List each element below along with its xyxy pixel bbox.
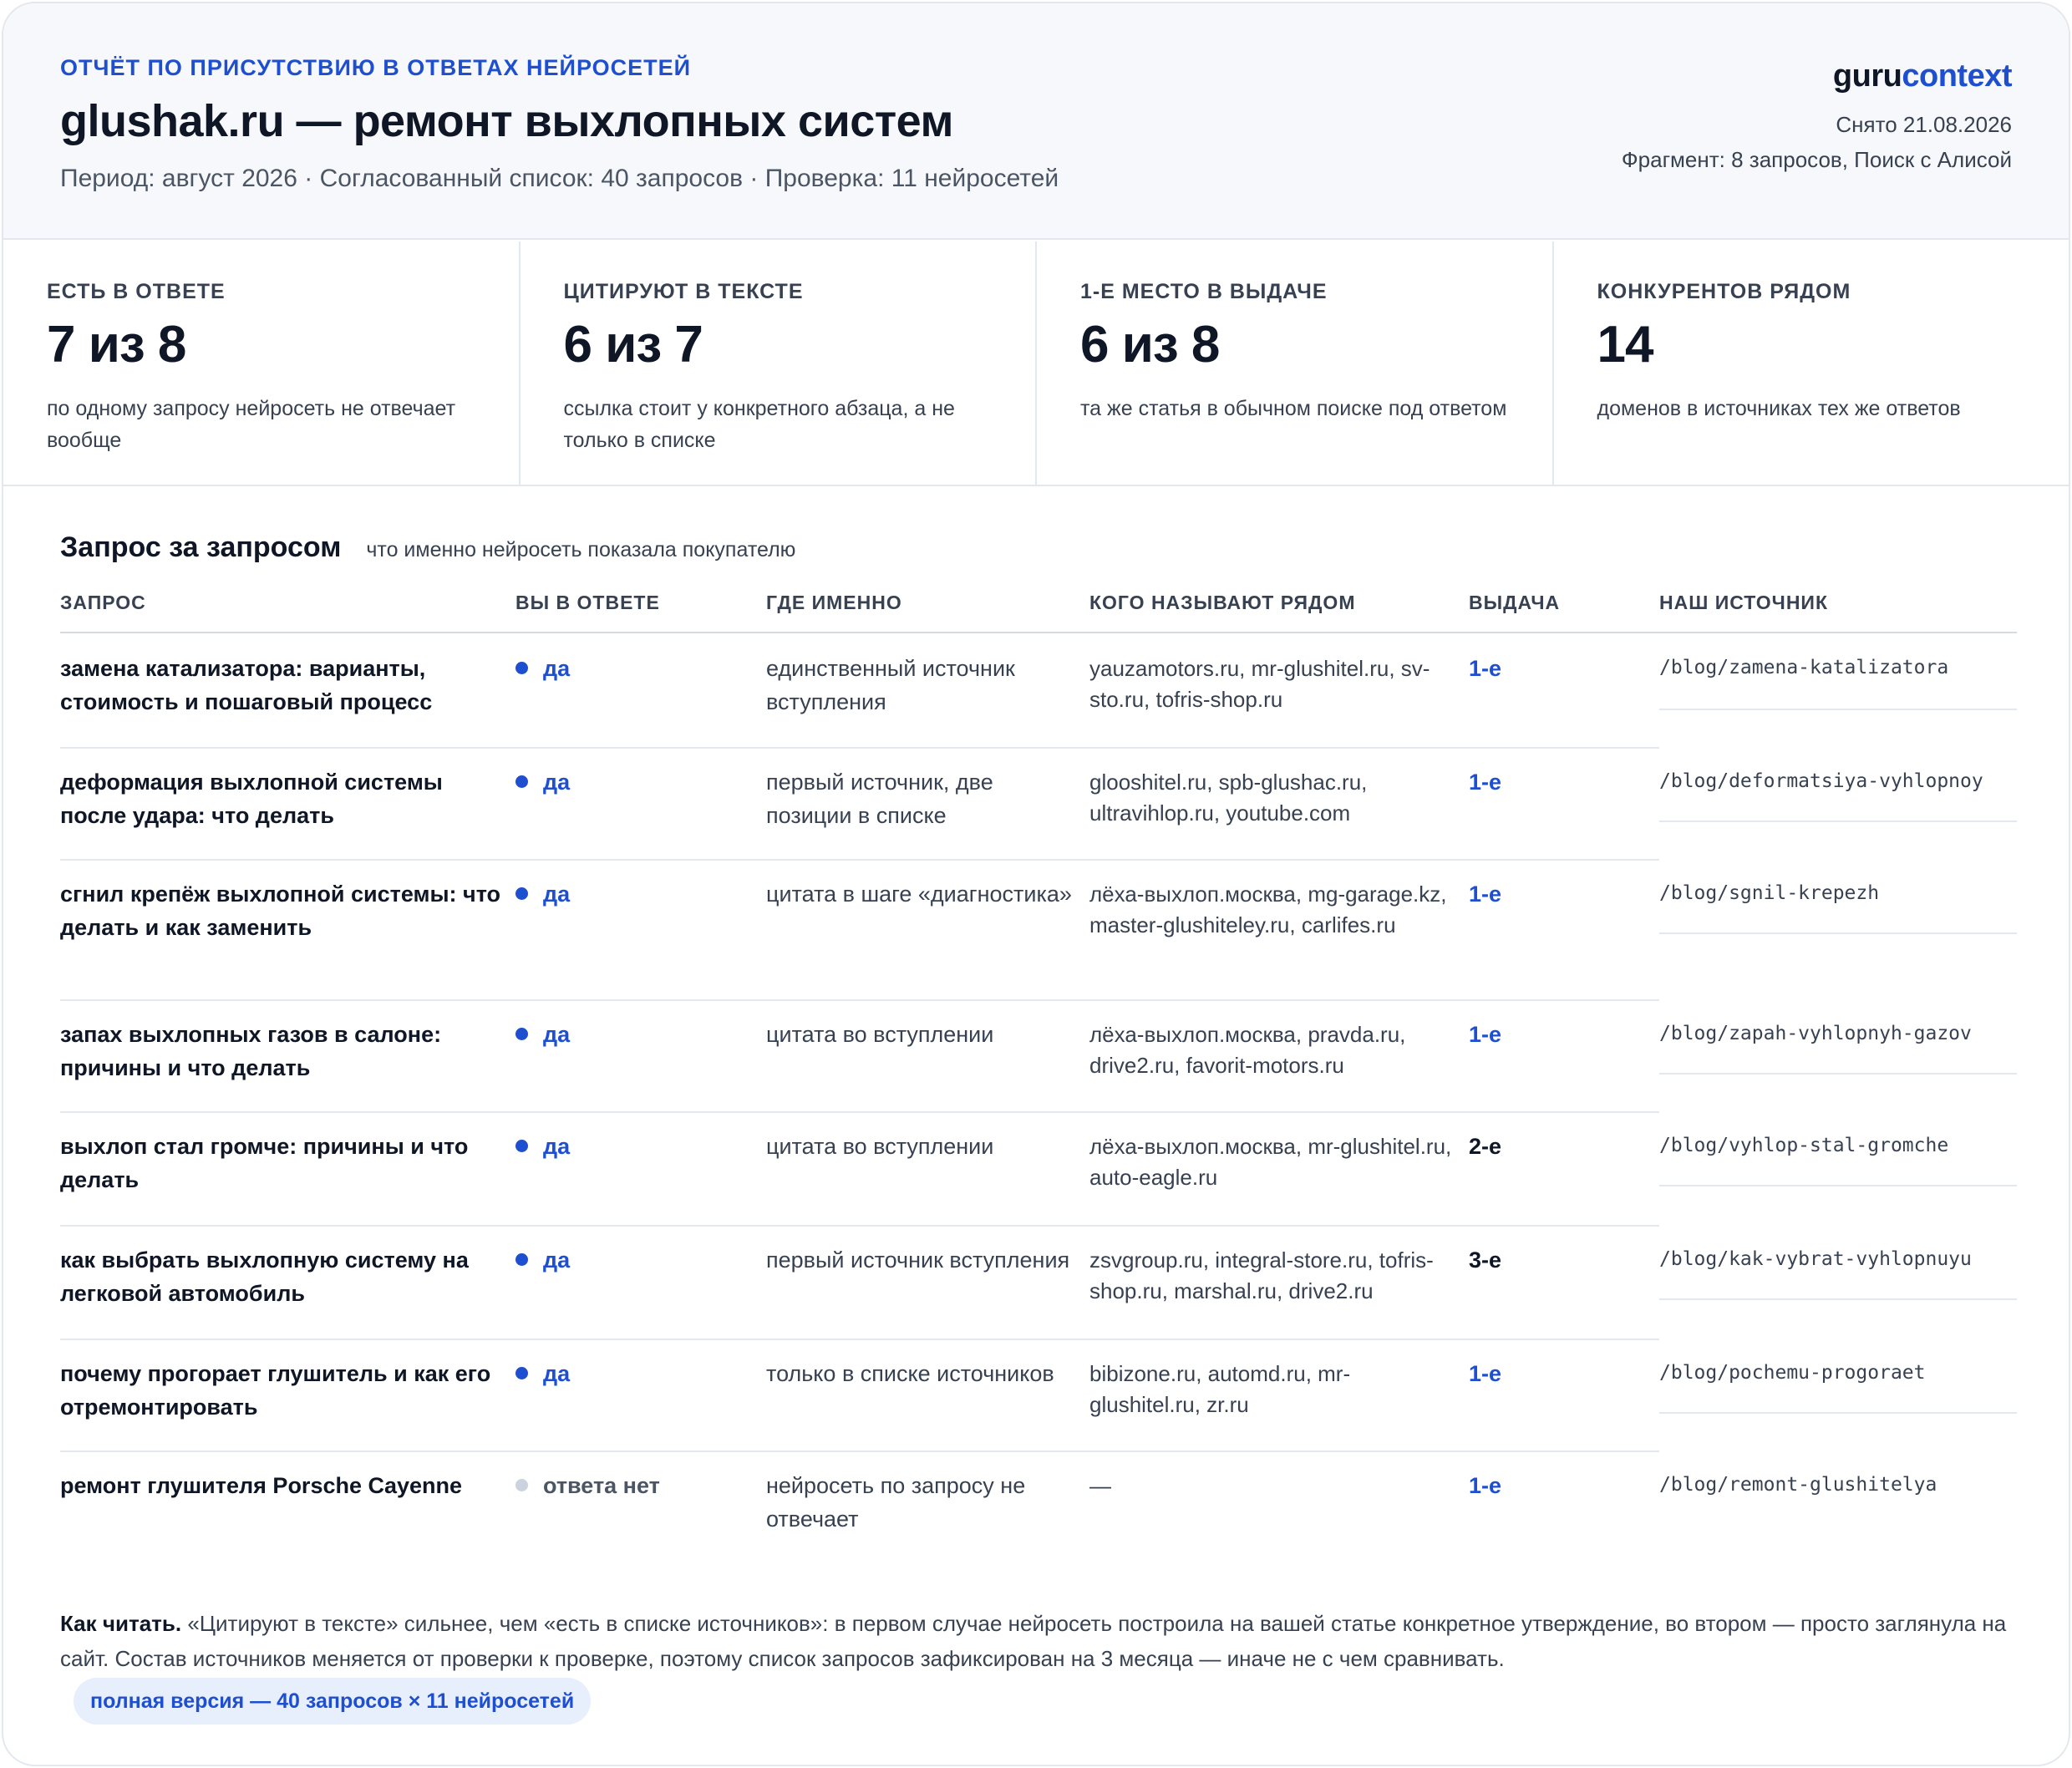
stat-first-place <box>1037 241 1554 485</box>
row-competitors: лёха-выхлоп.москва, mr-glushitel.ru, auto-eagle.ru <box>1089 1134 1452 1190</box>
logo-main: guru <box>1832 58 1902 94</box>
row-in-answer <box>515 877 758 911</box>
stat-label: ЕСТЬ В ОТВЕТЕ <box>47 280 226 303</box>
row-competitors: лёха-выхлоп.москва, pravda.ru, drive2.ru, favorit-motors.ru <box>1089 1022 1406 1078</box>
status-dot-icon <box>515 1028 528 1040</box>
report-header <box>3 3 2069 240</box>
table-title: Запрос за запросом <box>60 531 342 563</box>
row-rank: 3-е <box>1469 1247 1502 1273</box>
stat-value: 14 <box>1597 316 1653 373</box>
how-to-read-text: «Цитируют в тексте» сильнее, чем «есть в списке источников»: в первом случае нейросеть построила на вашей статье конкретное утверждение, во втором — просто заглянула на сайт. Состав источников меняется от проверки к проверке, поэтому список запросов зафиксирован на 3 месяца — иначе не с чем сравнивать. <box>60 1611 2007 1671</box>
table-row <box>60 749 2017 861</box>
row-source[interactable]: /blog/pochemu-progoraet <box>1659 1362 1926 1384</box>
row-rank: 2-е <box>1469 1134 1502 1159</box>
row-where: первый источник, две позиции в списке <box>766 770 993 828</box>
row-where: цитата во вступлении <box>766 1134 994 1159</box>
stat-cited <box>521 241 1038 485</box>
row-source[interactable]: /blog/vyhlop-stal-gromche <box>1659 1135 1949 1156</box>
row-in-answer-label: да <box>543 881 571 907</box>
table-row <box>60 1227 2017 1340</box>
table-row <box>60 635 2017 749</box>
source-divider <box>1659 1185 2017 1186</box>
stat-value: 7 из 8 <box>47 316 186 373</box>
row-where: единственный источник вступления <box>766 656 1015 714</box>
status-dot-icon <box>515 1367 528 1379</box>
row-where: первый источник вступления <box>766 1247 1070 1273</box>
stat-note: ссылка стоит у конкретного абзаца, а не только в списке <box>563 397 955 452</box>
col-rank: ВЫДАЧА <box>1469 592 1561 613</box>
col-where: ГДЕ ИМЕННО <box>766 592 902 613</box>
row-where: только в списке источников <box>766 1361 1054 1386</box>
table-row <box>60 1001 2017 1113</box>
row-in-answer <box>515 652 758 685</box>
logo-accent: context <box>1902 58 2012 94</box>
row-in-answer <box>515 1130 758 1163</box>
row-in-answer-label: ответа нет <box>543 1473 660 1498</box>
source-divider <box>1659 1412 2017 1414</box>
row-source[interactable]: /blog/deformatsiya-vyhlopnoy <box>1659 770 1983 792</box>
stat-value: 6 из 8 <box>1080 316 1220 373</box>
report-period: Период: август 2026 · Согласованный список: 40 запросов · Проверка: 11 нейросетей <box>60 165 1059 192</box>
row-competitors: лёха-выхлоп.москва, mg-garage.kz, master-glushiteley.ru, carlifes.ru <box>1089 881 1447 937</box>
table-subtitle: что именно нейросеть показала покупателю <box>366 538 796 561</box>
row-in-answer-label: да <box>543 770 571 795</box>
row-competitors: bibizone.ru, automd.ru, mr-glushitel.ru, zr.ru <box>1089 1361 1351 1417</box>
row-competitors: zsvgroup.ru, integral-store.ru, tofris-shop.ru, marshal.ru, drive2.ru <box>1089 1247 1434 1303</box>
source-divider <box>1659 709 2017 710</box>
brand-logo <box>1833 58 2012 94</box>
table-header <box>60 588 2017 633</box>
col-in-answer: ВЫ В ОТВЕТЕ <box>515 592 660 613</box>
table-row <box>60 1113 2017 1227</box>
stat-in-answer <box>3 241 521 485</box>
row-rank: 1-е <box>1469 656 1502 681</box>
stat-value: 6 из 7 <box>563 316 703 373</box>
status-dot-icon <box>515 1140 528 1152</box>
row-in-answer-label: да <box>543 1247 571 1273</box>
row-source[interactable]: /blog/zapah-vyhlopnyh-gazov <box>1659 1023 1972 1044</box>
source-divider <box>1659 1298 2017 1300</box>
row-in-answer <box>515 765 758 799</box>
status-dot-icon <box>515 1253 528 1266</box>
row-query: почему прогорает глушитель и как его отремонтировать <box>60 1361 491 1420</box>
report-eyebrow: ОТЧЁТ ПО ПРИСУТСТВИЮ В ОТВЕТАХ НЕЙРОСЕТЕЙ <box>60 55 692 80</box>
row-where: нейросеть по запросу не отвечает <box>766 1473 1026 1532</box>
row-query: сгнил крепёж выхлопной системы: что делать и как заменить <box>60 881 501 940</box>
row-in-answer-label: да <box>543 1361 571 1386</box>
row-query: замена катализатора: варианты, стоимость и пошаговый процесс <box>60 656 433 714</box>
row-rank: 1-е <box>1469 1361 1502 1386</box>
stat-label: ЦИТИРУЮТ В ТЕКСТЕ <box>563 280 804 303</box>
col-source: НАШ ИСТОЧНИК <box>1659 592 1828 613</box>
row-in-answer-label: да <box>543 1022 571 1047</box>
row-source[interactable]: /blog/sgnil-krepezh <box>1659 882 1880 904</box>
stat-label: КОНКУРЕНТОВ РЯДОМ <box>1597 280 1851 303</box>
row-competitors: — <box>1089 1473 1111 1498</box>
row-rank: 1-е <box>1469 881 1502 907</box>
row-rank: 1-е <box>1469 770 1502 795</box>
row-in-answer <box>515 1243 758 1277</box>
status-dot-icon <box>515 887 528 900</box>
table-row <box>60 1452 2017 1547</box>
source-divider <box>1659 1073 2017 1075</box>
row-source[interactable]: /blog/kak-vybrat-vyhlopnuyu <box>1659 1248 1972 1270</box>
report-title: glushak.ru — ремонт выхлопных систем <box>60 96 953 146</box>
row-competitors: glooshitel.ru, spb-glushac.ru, ultravihlop.ru, youtube.com <box>1089 770 1368 826</box>
status-dot-icon <box>515 775 528 788</box>
row-rank: 1-е <box>1469 1022 1502 1047</box>
table-row <box>60 861 2017 1001</box>
snapshot-date: Снято 21.08.2026 <box>1836 112 2012 137</box>
table-row <box>60 1340 2017 1452</box>
row-query: ремонт глушителя Porsche Cayenne <box>60 1473 463 1498</box>
report-card <box>2 2 2070 1766</box>
table-section-head <box>60 531 795 564</box>
status-dot-icon <box>515 1479 528 1491</box>
stat-note: по одному запросу нейросеть не отвечает вообще <box>47 397 456 452</box>
row-in-answer <box>515 1018 758 1051</box>
status-dot-icon <box>515 662 528 674</box>
row-query: выхлоп стал громче: причины и что делать <box>60 1134 469 1192</box>
row-in-answer-label: да <box>543 656 571 681</box>
source-divider <box>1659 820 2017 822</box>
row-source[interactable]: /blog/zamena-katalizatora <box>1659 657 1949 678</box>
row-in-answer <box>515 1469 758 1502</box>
col-query: ЗАПРОС <box>60 592 146 613</box>
how-to-read-label: Как читать. <box>60 1611 182 1636</box>
row-where: цитата в шаге «диагностика» <box>766 881 1072 907</box>
stat-competitors <box>1554 241 2069 485</box>
row-in-answer <box>515 1357 758 1390</box>
source-divider <box>1659 932 2017 934</box>
row-rank: 1-е <box>1469 1473 1502 1498</box>
row-in-answer-label: да <box>543 1134 571 1159</box>
stat-note: та же статья в обычном поиске под ответом <box>1080 397 1507 420</box>
full-version-link[interactable]: полная версия — 40 запросов × 11 нейросетей <box>74 1678 591 1725</box>
fragment-info: Фрагмент: 8 запросов, Поиск с Алисой <box>1621 147 2012 172</box>
stats-row <box>3 241 2069 486</box>
row-where: цитата во вступлении <box>766 1022 994 1047</box>
stat-label: 1-Е МЕСТО В ВЫДАЧЕ <box>1080 280 1328 303</box>
how-to-read <box>60 1606 2015 1676</box>
col-who: КОГО НАЗЫВАЮТ РЯДОМ <box>1089 592 1356 613</box>
row-query: деформация выхлопной системы после удара: что делать <box>60 770 443 828</box>
row-query: как выбрать выхлопную систему на легковой автомобиль <box>60 1247 469 1306</box>
row-competitors: yauzamotors.ru, mr-glushitel.ru, sv-sto.ru, tofris-shop.ru <box>1089 656 1430 712</box>
row-source[interactable]: /blog/remont-glushitelya <box>1659 1474 1937 1496</box>
stat-note: доменов в источниках тех же ответов <box>1597 397 1961 420</box>
row-query: запах выхлопных газов в салоне: причины и что делать <box>60 1022 442 1080</box>
